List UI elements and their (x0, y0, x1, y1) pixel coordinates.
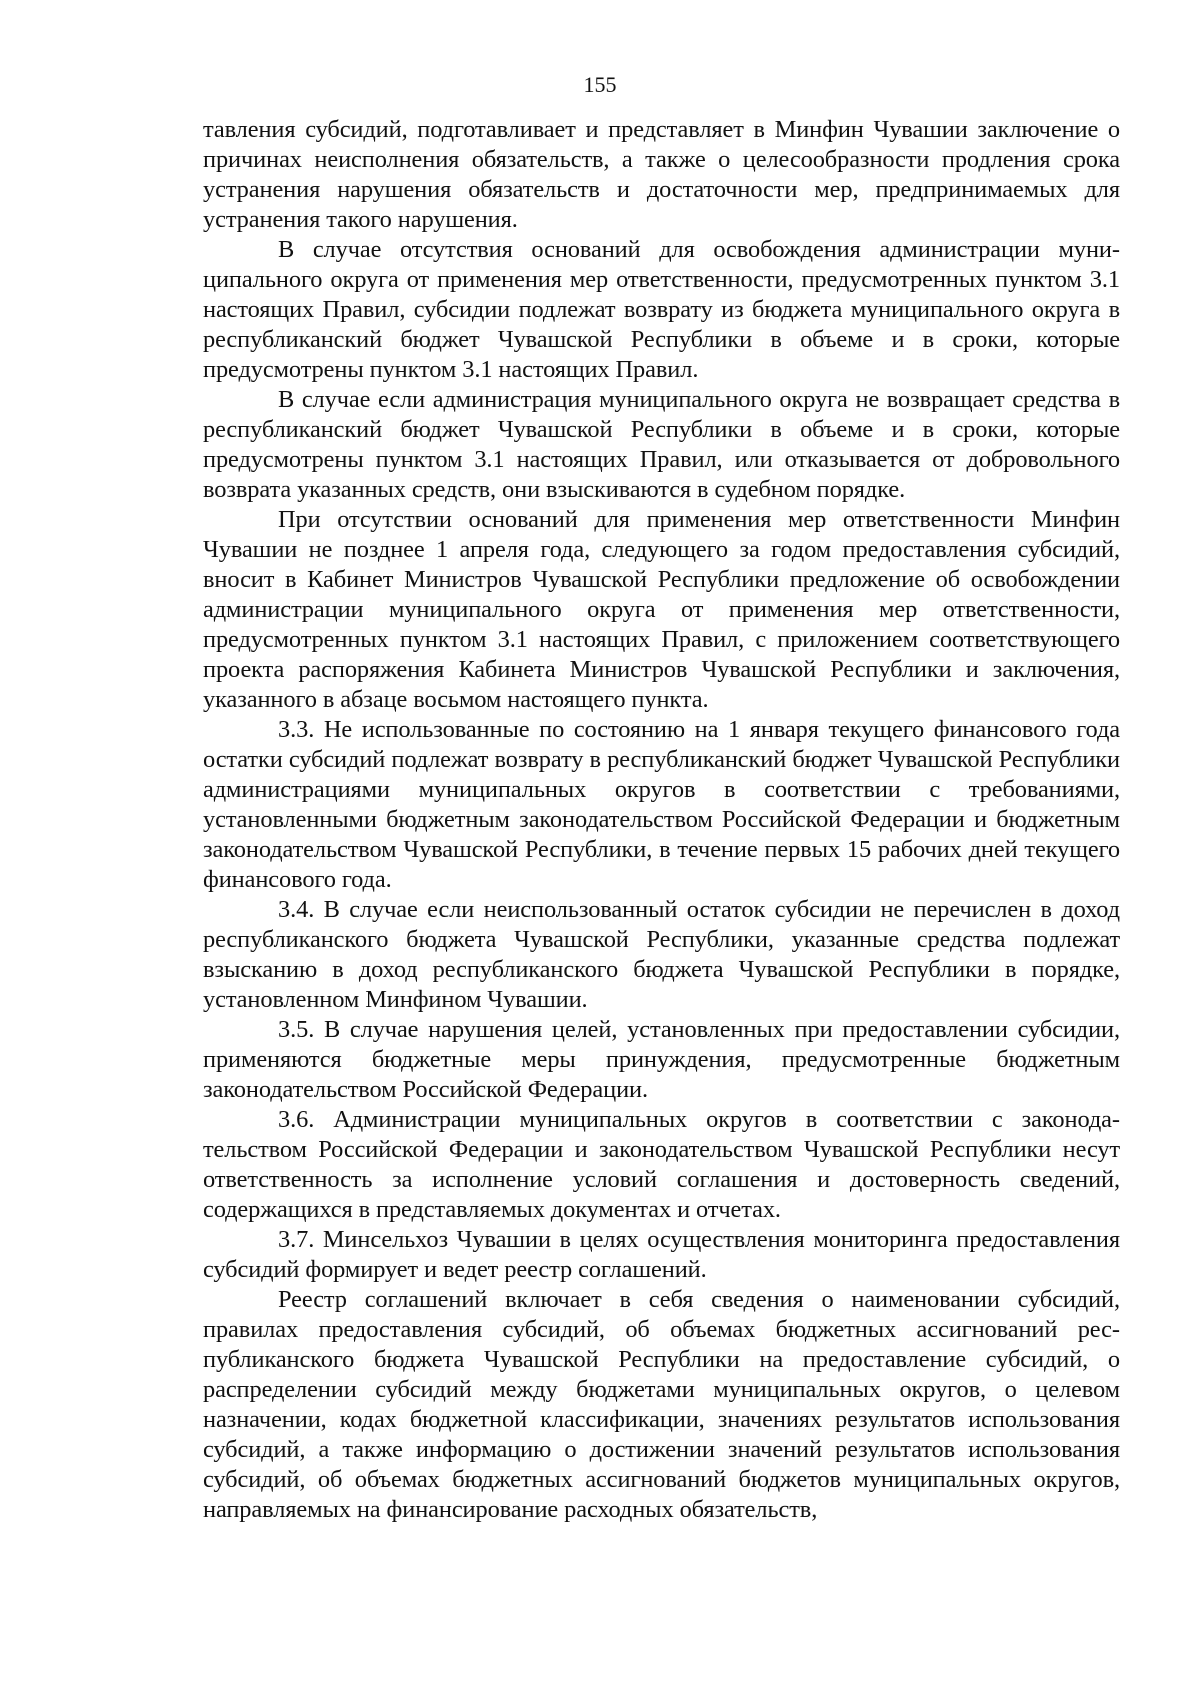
paragraph: В случае если администрация муниципального округа не возвращает средства в республиканский бюджет Чувашской Республики в объеме и в сроки, которые предусмотрены пунктом 3.1 настоящих Правил, или отказывается от добровольного возврата указанных средств, они взыскиваются в судебном порядке. (203, 386, 1120, 503)
page-number: 155 (583, 72, 617, 97)
paragraph-3-3: 3.3. Не использованные по состоянию на 1 января текущего финансового года остатки субсидий подлежат возврату в республиканский бюджет Чувашской Республики администрациями муниципальных округов в соответствии с требованиями, установленными бюджетным законодательством Российской Федерации и бюджетным законодательством Чувашской Республики, в течение первых 15 рабочих дней текущего финансового года. (203, 716, 1120, 893)
paragraph-3-4: 3.4. В случае если неиспользованный остаток субсидии не перечислен в доход республиканского бюджета Чувашской Республики, указанные средства подлежат взысканию в доход республиканского бюджета Чувашской Республики в порядке, установленном Минфином Чувашии. (203, 896, 1120, 1013)
paragraph: тавления субсидий, подготавливает и представляет в Минфин Чувашии заключение о причинах неисполнения обязательств, а также о целесообразности продления срока устранения нарушения обязательств и достаточности мер, предпринимаемых для устранения такого нарушения. (203, 116, 1120, 233)
paragraph-3-6: 3.6. Администрации муниципальных округов в соответствии с законодательством Российской Федерации и законодательством Чувашской Республики несут ответственность за исполнение условий соглашения и достоверность сведений, содержащихся в представляемых документах и отчетах. (203, 1106, 1120, 1223)
paragraph: В случае отсутствия оснований для освобождения администрации муниципального округа от применения мер ответственности, предусмотренных пунктом 3.1 настоящих Правил, субсидии подлежат возврату из бюджета муниципального округа в республиканский бюджет Чувашской Республики в объеме и в сроки, которые предусмотрены пунктом 3.1 настоящих Правил. (203, 236, 1120, 383)
paragraph-3-7: 3.7. Минсельхоз Чувашии в целях осуществления мониторинга предоставления субсидий формирует и ведет реестр соглашений. (203, 1226, 1120, 1283)
paragraph: Реестр соглашений включает в себя сведения о наименовании субсидий, правилах предоставления субсидий, об объемах бюджетных ассигнований республиканского бюджета Чувашской Республики на предоставление субсидий, о распределении субсидий между бюджетами муниципальных округов, о целевом назначении, кодах бюджетной классификации, значениях результатов использования субсидий, а также информацию о достижении значений результатов использования субсидий, об объемах бюджетных ассигнований бюджетов муниципальных округов, направляемых на финансирование расходных обязательств, (203, 1286, 1120, 1523)
body-text (203, 115, 1120, 1525)
paragraph-3-5: 3.5. В случае нарушения целей, установленных при предоставлении субсидии, применяются бюджетные меры принуждения, предусмотренные бюджетным законодательством Российской Федерации. (203, 1016, 1120, 1103)
paragraph: При отсутствии оснований для применения мер ответственности Минфин Чувашии не позднее 1 апреля года, следующего за годом предоставления субсидий, вносит в Кабинет Министров Чувашской Республики предложение об освобождении администрации муниципального округа от применения мер ответственности, предусмотренных пунктом 3.1 настоящих Правил, с приложением соответствующего проекта распоряжения Кабинета Министров Чувашской Республики и заключения, указанного в абзаце восьмом настоящего пункта. (203, 506, 1120, 713)
